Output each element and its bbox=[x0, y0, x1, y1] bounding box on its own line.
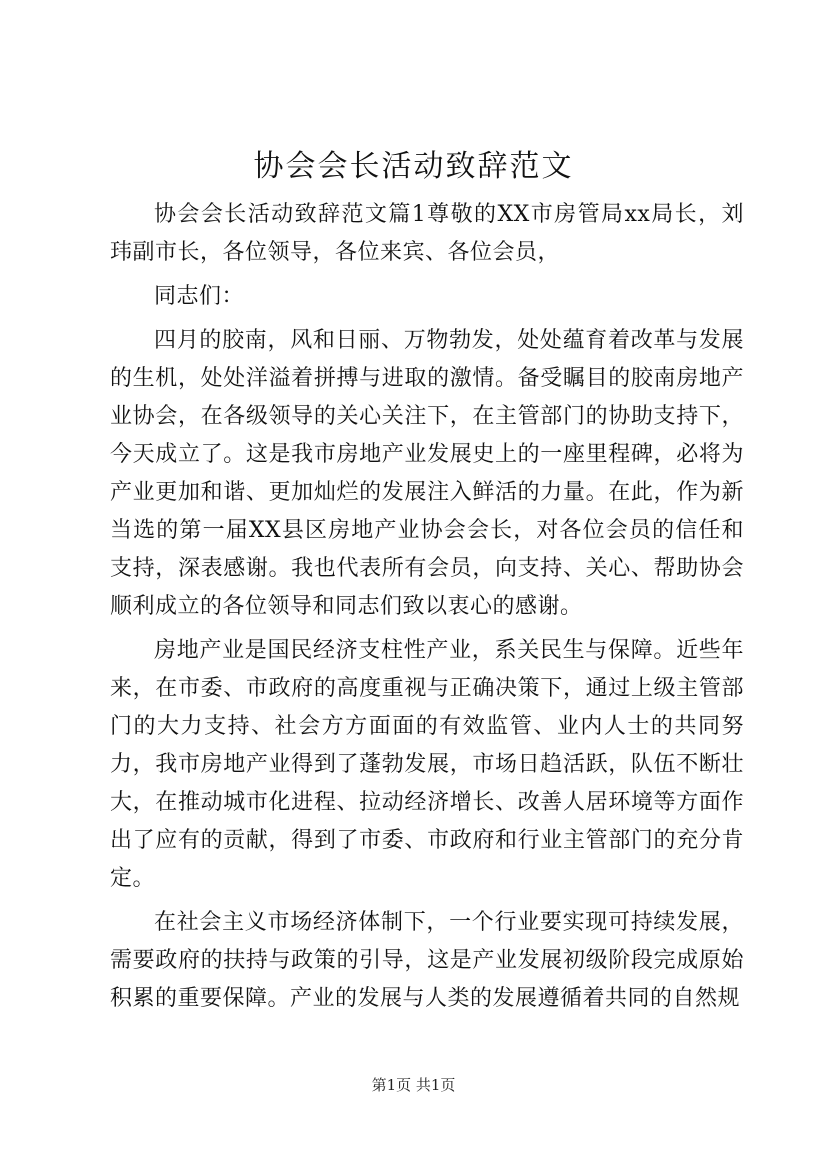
document-body bbox=[110, 196, 744, 1024]
paragraph-market-economy: 在社会主义市场经济体制下，一个行业要实现可持续发展，需要政府的扶持与政策的引导，这是产业发展初级阶段完成原始积累的重要保障。产业的发展与人类的发展遵循着共同的自然规 bbox=[110, 910, 744, 1011]
paragraph-founding: 四月的胶南，风和日丽、万物勃发，处处蕴育着改革与发展的生机，处处洋溢着拼搏与进取的激情。备受瞩目的胶南房地产业协会，在各级领导的关心关注下，在主管部门的协助支持下，今天成立了。这是我市房地产业发展史上的一座里程碑，必将为产业更加和谐、更加灿烂的发展注入鲜活的力量。在此，作为新当选的第一届XX县区房地产业协会会长，对各位会员的信任和支持，深表感谢。我也代表所有会员，向支持、关心、帮助协会顺利成立的各位领导和同志们致以衷心的感谢。 bbox=[110, 328, 744, 619]
paragraph-industry: 房地产业是国民经济支柱性产业，系关民生与保障。近些年来，在市委、市政府的高度重视与正确决策下，通过上级主管部门的大力支持、社会方方面面的有效监管、业内人士的共同努力，我市房地产业得到了蓬勃发展，市场日趋活跃，队伍不断壮大，在推动城市化进程、拉动经济增长、改善人居环境等方面作出了应有的贡献，得到了市委、市政府和行业主管部门的充分肯定。 bbox=[110, 638, 744, 891]
paragraph-salutation: 协会会长活动致辞范文篇1尊敬的XX市房管局xx局长，刘玮副市长，各位领导，各位来宾、各位会员， bbox=[110, 202, 744, 265]
page-number-footer: 第1页 共1页 bbox=[371, 1076, 456, 1094]
paragraph-greeting: 同志们： bbox=[154, 284, 245, 309]
document-title: 协会会长活动致辞范文 bbox=[253, 149, 574, 184]
